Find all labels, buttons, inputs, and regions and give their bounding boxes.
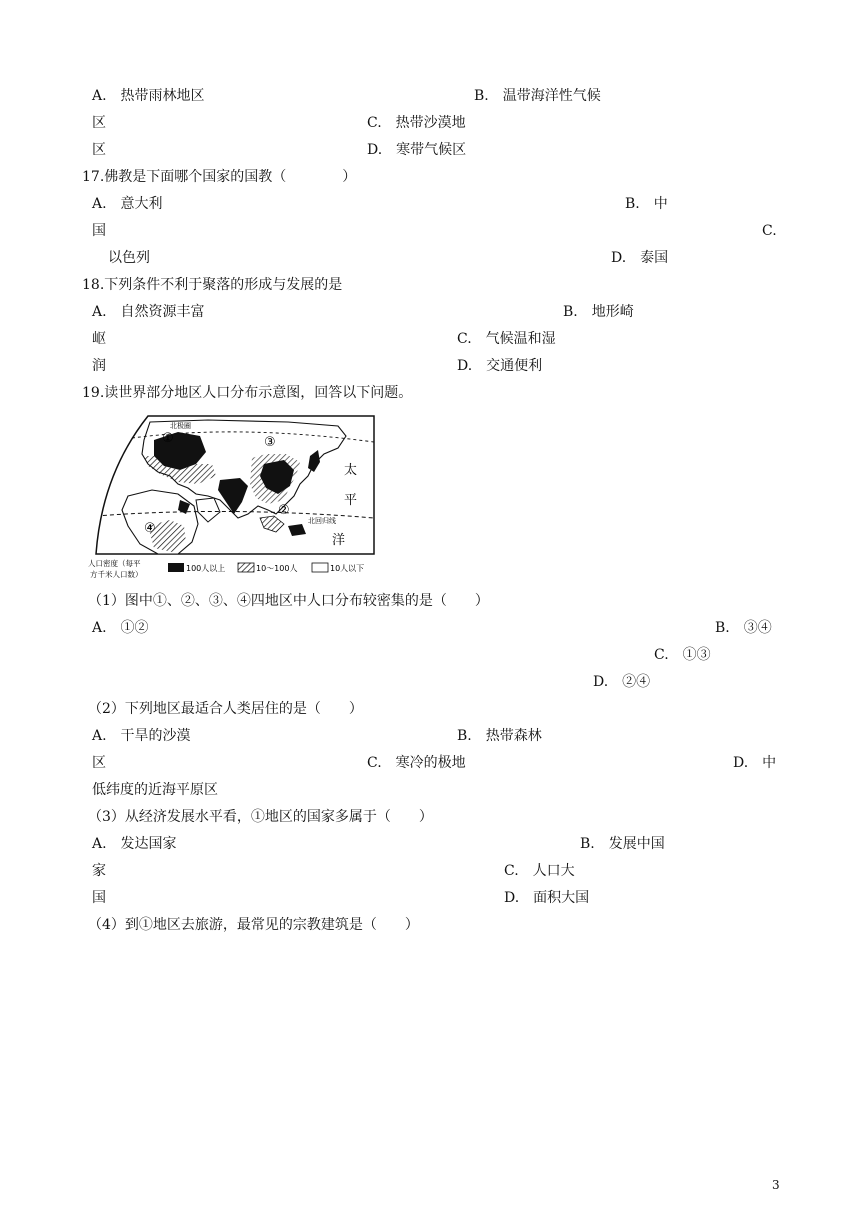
region-label-3: ③ — [264, 435, 276, 450]
q19-stem: 19.读世界部分地区人口分布示意图，回答以下问题。 — [82, 385, 413, 401]
q19-3-option-d: D. 面积大国 — [504, 890, 590, 906]
q17-option-c: C. — [762, 223, 777, 239]
region-label-2: ② — [278, 503, 290, 518]
q19-1-stem: （1）图中①、②、③、④四地区中人口分布较密集的是（ ） — [88, 593, 489, 609]
q18-option-b: B. 地形崎 — [563, 304, 634, 320]
q19-1-option-c: C. ①③ — [654, 647, 711, 663]
region-label-1: ① — [162, 431, 174, 446]
q19-2-option-b: B. 热带森林 — [457, 728, 542, 744]
pacific-label-2: 平 — [344, 493, 358, 508]
pacific-label-1: 太 — [344, 463, 358, 478]
legend-title-line1: 人口密度（每平 — [88, 559, 141, 568]
q16-option-b: B. 温带海洋性气候 — [474, 88, 601, 104]
q19-1-option-a: A. ①② — [92, 620, 149, 636]
q19-3-option-b-continued: 家 — [92, 863, 106, 879]
legend-title-line2: 方千米人口数） — [90, 570, 143, 579]
q19-2-option-d-continued: 低纬度的近海平原区 — [92, 782, 218, 798]
q18-option-b-continued: 岖 — [92, 331, 106, 347]
q19-1-option-b: B. ③④ — [715, 620, 772, 636]
q16-option-b-continued: 区 — [92, 115, 106, 131]
population-map — [88, 414, 380, 582]
legend-label-sparse: 10人以下 — [330, 564, 365, 573]
q18-option-a: A. 自然资源丰富 — [92, 304, 205, 320]
q19-3-option-c-continued: 国 — [92, 890, 106, 906]
q18-option-d: D. 交通便利 — [457, 358, 543, 374]
arctic-circle-label: 北极圈 — [170, 422, 191, 430]
q16-option-c: C. 热带沙漠地 — [367, 115, 466, 131]
q19-3-option-c: C. 人口大 — [504, 863, 575, 879]
q17-option-b: B. 中 — [625, 196, 668, 212]
q19-2-option-c: C. 寒冷的极地 — [367, 755, 466, 771]
q19-2-option-d: D. 中 — [733, 755, 777, 771]
q16-option-c-continued: 区 — [92, 142, 106, 158]
q16-option-a: A. 热带雨林地区 — [92, 88, 205, 104]
q17-option-c-continued: 以色列 — [108, 250, 150, 266]
q17-stem: 17.佛教是下面哪个国家的国教（ ） — [82, 169, 357, 185]
q17-option-d: D. 泰国 — [611, 250, 669, 266]
q19-4-stem: （4）到①地区去旅游，最常见的宗教建筑是（ ） — [88, 917, 419, 933]
q17-option-a: A. 意大利 — [92, 196, 163, 212]
q19-3-option-a: A. 发达国家 — [92, 836, 177, 852]
tropic-of-cancer-label: 北回归线 — [308, 517, 336, 525]
q18-option-c: C. 气候温和湿 — [457, 331, 556, 347]
legend-swatch-medium — [238, 563, 254, 572]
q19-3-stem: （3）从经济发展水平看，①地区的国家多属于（ ） — [88, 809, 433, 825]
legend-swatch-dense — [168, 563, 184, 572]
q19-1-option-d: D. ②④ — [593, 674, 651, 690]
q19-2-stem: （2）下列地区最适合人类居住的是（ ） — [88, 701, 363, 717]
page-number: 3 — [772, 1178, 780, 1192]
q19-3-option-b: B. 发展中国 — [580, 836, 665, 852]
q18-stem: 18.下列条件不利于聚落的形成与发展的是 — [82, 277, 343, 293]
region-label-4: ④ — [144, 521, 156, 536]
q19-2-option-a: A. 干旱的沙漠 — [92, 728, 191, 744]
q18-option-c-continued: 润 — [92, 358, 106, 374]
legend-swatch-sparse — [312, 563, 328, 572]
legend-label-dense: 100人以上 — [186, 564, 226, 573]
legend-label-medium: 10～100人 — [256, 564, 298, 573]
q16-option-d: D. 寒带气候区 — [367, 142, 467, 158]
q19-2-option-b-continued: 区 — [92, 755, 106, 771]
pacific-label-3: 洋 — [332, 533, 346, 548]
q17-option-b-continued: 国 — [92, 223, 106, 239]
